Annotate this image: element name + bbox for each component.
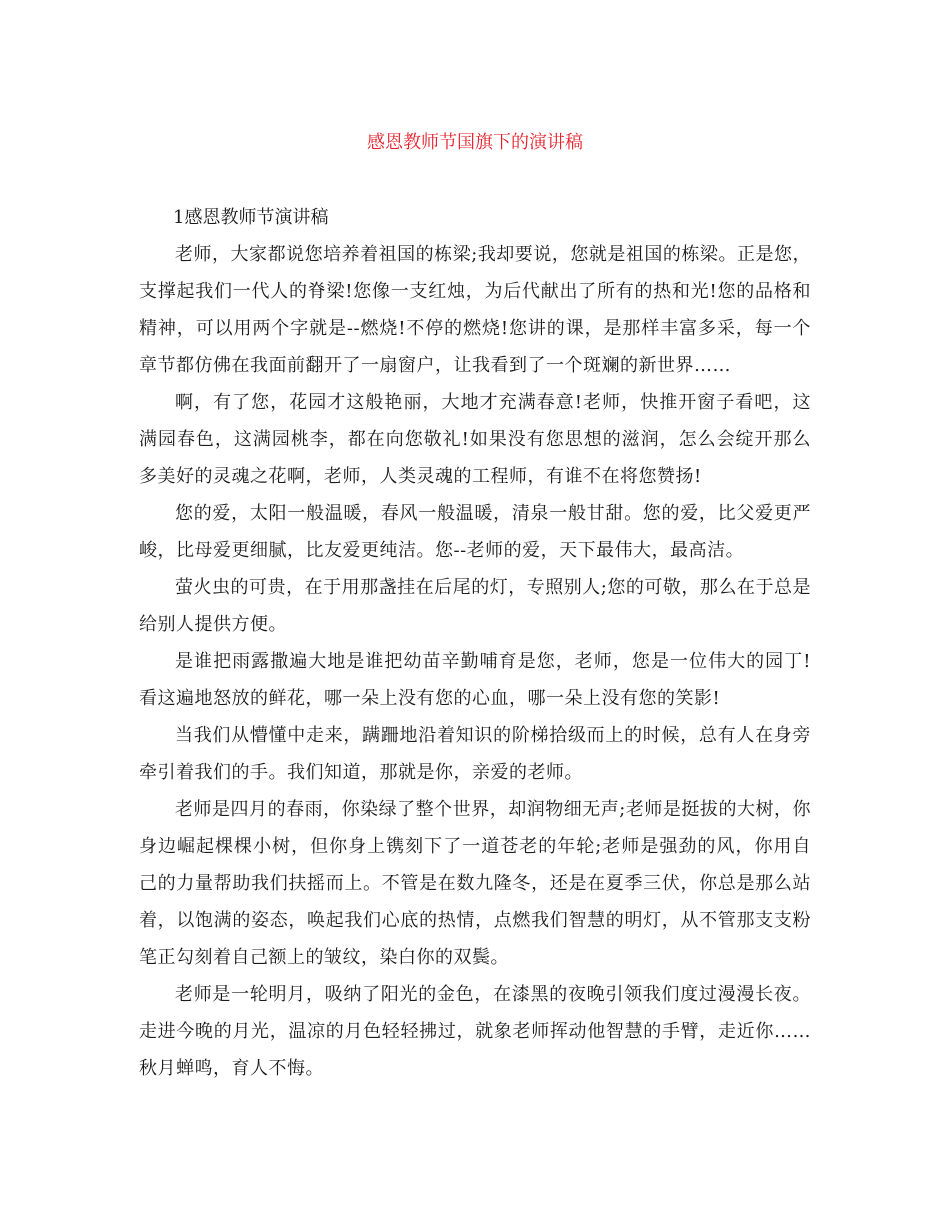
document-title: 感恩教师节国旗下的演讲稿 xyxy=(367,132,583,153)
paragraph-6: 当我们从懵懂中走来，蹒跚地沿着知识的阶梯拾级而上的时候，总有人在身旁牵引着我们的手。我们知道，那就是你，亲爱的老师。 xyxy=(139,725,811,783)
paragraph-8: 老师是一轮明月，吸纳了阳光的金色，在漆黑的夜晚引领我们度过漫漫长夜。走进今晚的月光，温凉的月色轻轻拂过，就象老师挥动他智慧的手臂，走近你……秋月蝉鸣，育人不悔。 xyxy=(139,984,811,1079)
paragraph-4: 萤火虫的可贵，在于用那盏挂在后尾的灯，专照别人;您的可敬，那么在于总是给别人提供方便。 xyxy=(139,577,811,635)
paragraph-5: 是谁把雨露撒遍大地是谁把幼苗辛勤哺育是您，老师，您是一位伟大的园丁!看这遍地怒放的鲜花，哪一朵上没有您的心血，哪一朵上没有您的笑影! xyxy=(139,651,811,709)
paragraph-1: 老师，大家都说您培养着祖国的栋梁;我却要说，您就是祖国的栋梁。正是您，支撑起我们一代人的脊梁!您像一支红烛，为后代献出了所有的热和光!您的品格和精神，可以用两个字就是--燃烧!不停的燃烧!您讲的课，是那样丰富多采，每一个章节都仿佛在我面前翻开了一扇窗户，让我看到了一个斑斓的新世界…… xyxy=(139,244,811,376)
paragraph-2: 啊，有了您，花园才这般艳丽，大地才充满春意!老师，快推开窗子看吧，这满园春色，这满园桃李，都在向您敬礼!如果没有您思想的滋润，怎么会绽开那么多美好的灵魂之花啊，老师，人类灵魂的工程师，有谁不在将您赞扬! xyxy=(139,392,811,487)
section-heading: 1感恩教师节演讲稿 xyxy=(173,207,329,228)
document-page xyxy=(139,128,811,1087)
paragraph-7: 老师是四月的春雨，你染绿了整个世界，却润物细无声;老师是挺拔的大树，你身边崛起棵棵小树，但你身上镌刻下了一道苍老的年轮;老师是强劲的风，你用自己的力量帮助我们扶摇而上。不管是在数九隆冬，还是在夏季三伏，你总是那么站着，以饱满的姿态，唤起我们心底的热情，点燃我们智慧的明灯，从不管那支支粉笔正勾刻着自己额上的皱纹，染白你的双鬓。 xyxy=(139,799,811,968)
paragraph-3: 您的爱，太阳一般温暖，春风一般温暖，清泉一般甘甜。您的爱，比父爱更严峻，比母爱更细腻，比友爱更纯洁。您--老师的爱，天下最伟大，最高洁。 xyxy=(139,503,811,561)
